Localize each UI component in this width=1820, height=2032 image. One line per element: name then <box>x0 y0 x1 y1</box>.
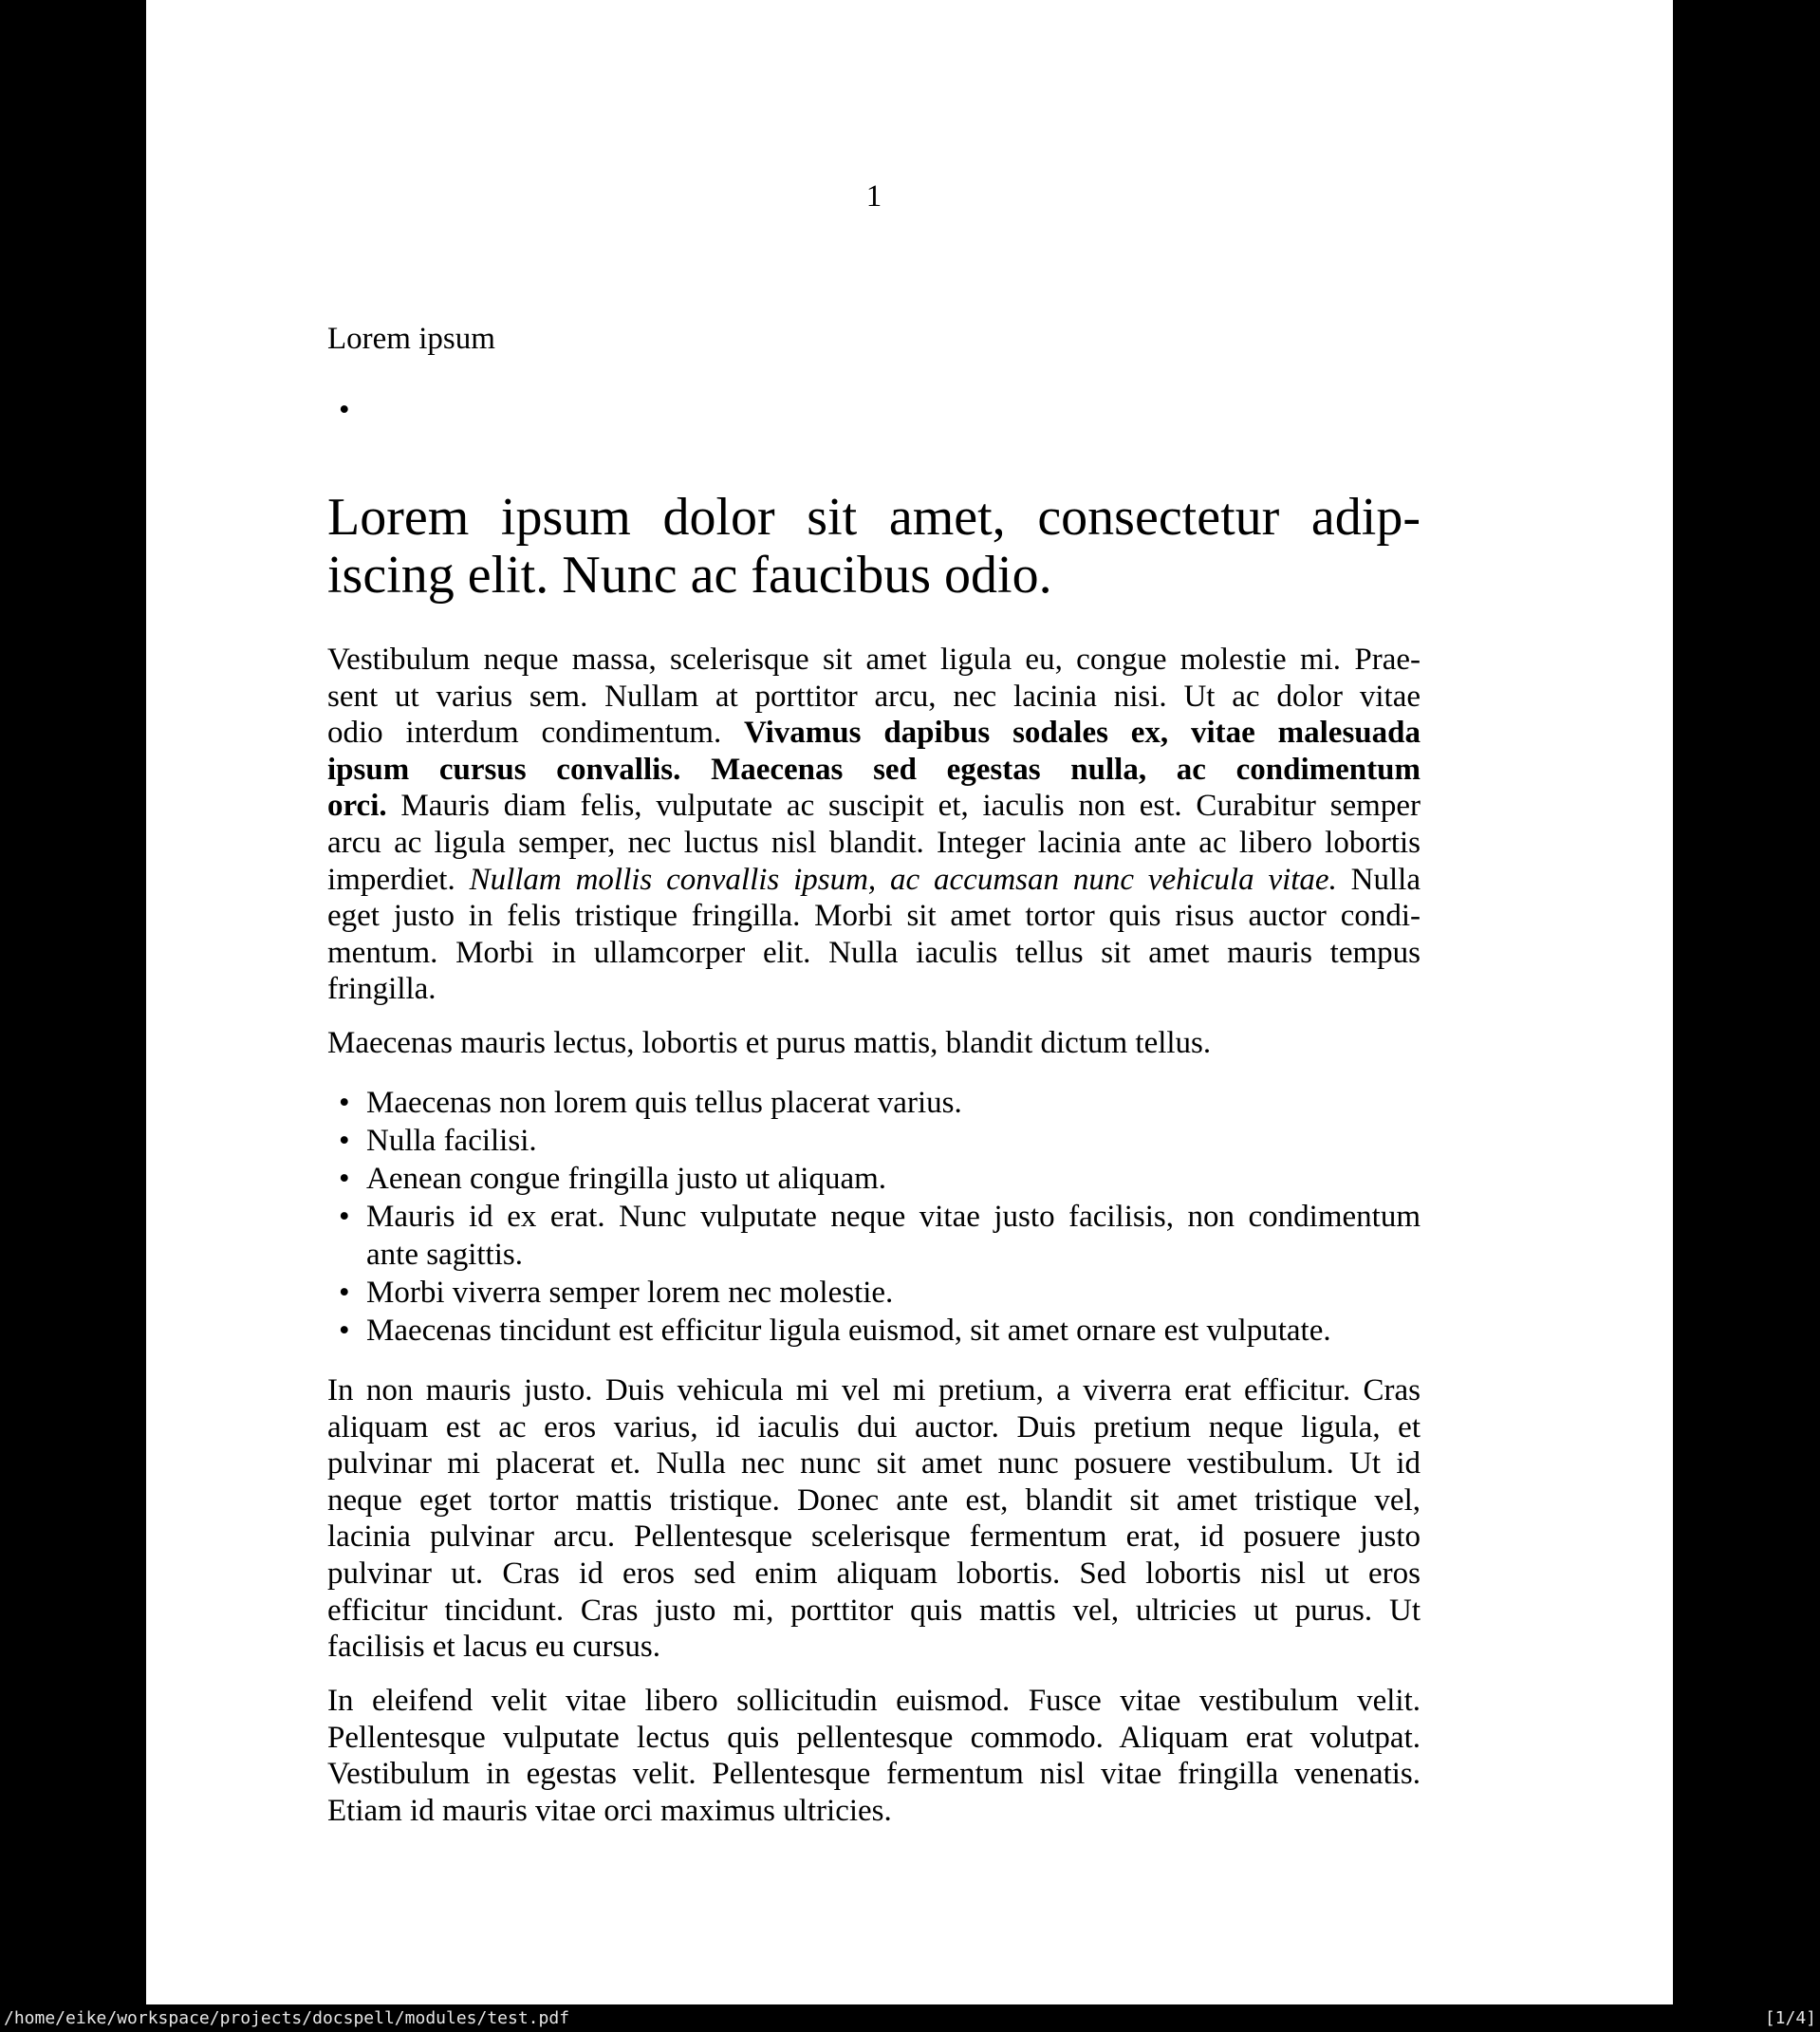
list-item-text: Aenean congue fringilla justo ut aliquam. <box>366 1162 887 1196</box>
bullet-list <box>327 1084 1421 1350</box>
bullet-icon: • <box>339 1314 350 1348</box>
list-item-text: Nulla facilisi. <box>366 1124 537 1158</box>
bullet-icon: • <box>339 1124 350 1158</box>
text-block <box>327 0 1421 2004</box>
paragraph-2: Maecenas mauris lectus, lobortis et purus mattis, blandit dictum tellus. <box>327 1026 1212 1060</box>
list-item-text: Morbi viverra semper lorem nec molestie. <box>366 1276 894 1310</box>
list-item <box>327 1160 1421 1198</box>
paragraph-4: In eleifend velit vitae libero sollicitudin euismod. Fusce vitae vestibulum velit. Pellentesque vulputate lectus quis pellentesque commodo. Aliquam erat volutpat. Vestibulum in egestas velit. Pellentesque fermentum nisl vitae fringilla venenatis. Etiam id mauris vitae orci maximus ultricies. <box>327 1684 1421 1828</box>
document-page[interactable] <box>146 0 1673 2004</box>
list-item <box>327 1122 1421 1160</box>
page-indicator: [1/4] <box>1764 2008 1816 2028</box>
list-item <box>327 1274 1421 1312</box>
paragraph-3: In non mauris justo. Duis vehicula mi vel mi pretium, a viverra erat efficitur. Cras aliquam est ac eros varius, id iaculis dui auctor. Duis pretium neque ligula, et pulvinar mi placerat et. Nulla nec nunc sit amet nunc posuere vestibulum. Ut id neque eget tortor mattis tristique. Donec ante est, blandit sit amet tristique vel, lacinia pulvinar arcu. Pellentesque scelerisque fermentum erat, id posuere justo pulvinar ut. Cras id eros sed enim aliquam lobortis. Sed lobortis nisl ut eros efficitur tincidunt. Cras justo mi, porttitor quis mattis vel, ultricies ut purus. Ut facilisis et lacus eu cursus. <box>327 1373 1421 1665</box>
list-item <box>327 1084 1421 1122</box>
bullet-icon: • <box>339 1162 350 1196</box>
paragraph-1: Vestibulum neque massa, scelerisque sit amet ligula eu, congue molestie mi. Prae- sent ut varius sem. Nullam at porttitor arcu, nec lacinia nisi. Ut ac dolor vitae odio interdum condimentum. Vivamus dapibus sodales ex, vitae malesuada ipsum cursus convallis. Maecenas sed egestas nulla, ac condimentum orci. Mauris diam felis, vulputate ac suscipit et, iaculis non est. Curabitur semper arcu ac ligula semper, nec luctus nisl blandit. Integer lacinia ante ac libero lobortis imperdiet. Nullam mollis convallis ipsum, ac accumsan nunc vehicula vitae. Nulla eget justo in felis tristique fringilla. Morbi sit amet tortor quis risus auctor condi- mentum. Morbi in ullamcorper elit. Nulla iaculis tellus sit amet mauris tempus fringilla. <box>327 643 1421 1007</box>
list-item-text: Maecenas non lorem quis tellus placerat varius. <box>366 1086 962 1120</box>
status-bar <box>0 2004 1820 2032</box>
list-item-text: Mauris id ex erat. Nunc vulputate neque vitae justo facilisis, non condimentum ante sagittis. <box>366 1200 1421 1272</box>
document-heading: Lorem ipsum dolor sit amet, consectetur adip- iscing elit. Nunc ac faucibus odio. <box>327 488 1421 605</box>
list-item <box>327 1312 1421 1350</box>
bullet-icon: • <box>339 1200 350 1234</box>
file-path: /home/eike/workspace/projects/docspell/modules/test.pdf <box>4 2008 570 2028</box>
intro-text: Lorem ipsum <box>327 322 495 356</box>
bullet-icon: • <box>339 393 350 427</box>
page-number: 1 <box>865 179 882 214</box>
list-item-text: Maecenas tincidunt est efficitur ligula euismod, sit amet ornare est vulputate. <box>366 1314 1331 1348</box>
bullet-icon: • <box>339 1086 350 1120</box>
bullet-icon: • <box>339 1276 350 1310</box>
list-item <box>327 1198 1421 1274</box>
